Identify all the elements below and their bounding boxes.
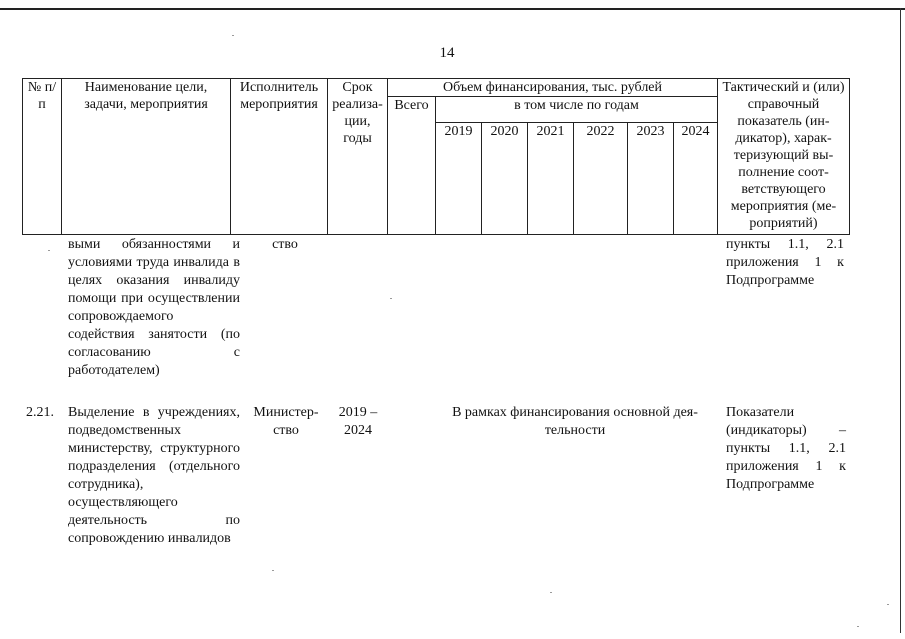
- row-2-21-num: 2.21.: [26, 405, 54, 420]
- row-2-21-indicator: Показатели (индикаторы) – пункты 1.1, 2.1 приложения 1 к Подпрограмме: [726, 405, 846, 492]
- page-number: 14: [439, 45, 455, 61]
- continued-row-executor: ство: [272, 237, 298, 252]
- table-header: [22, 78, 850, 235]
- continued-row-indicator: пункты 1.1, 2.1 приложения 1 к Подпрограмме: [726, 237, 844, 288]
- header-year: 2019: [436, 123, 482, 235]
- scan-speck: [272, 570, 274, 571]
- scan-speck: [390, 298, 392, 299]
- header-by-years: в том числе по годам: [436, 97, 718, 123]
- page-right-border: [900, 8, 901, 633]
- header-executor: Исполнитель мероприятия: [231, 79, 328, 235]
- header-num: № п/п: [23, 79, 62, 235]
- scan-speck: [550, 592, 552, 593]
- continued-row-name: выми обязанностями и условиями труда инвалида в целях оказания инвалиду помощи при осуществлении сопровождаемого содействия занятости (по согласованию с работодателем): [68, 237, 240, 378]
- header-funding: Объем финансирования, тыс. рублей: [388, 79, 718, 97]
- header-year: 2024: [674, 123, 718, 235]
- header-total: Всего: [388, 97, 436, 235]
- scan-speck: [232, 35, 234, 36]
- header-name: Наименование цели, задачи, мероприятия: [62, 79, 231, 235]
- header-year: 2023: [628, 123, 674, 235]
- scan-speck: [887, 604, 889, 605]
- header-indicator: Тактический и (или) справочный показатель (ин-дикатор), харак-теризующий вы-полнение соот-ветствующего мероприятия (ме-роприятий): [718, 79, 850, 235]
- header-term: Срок реализа-ции, годы: [328, 79, 388, 235]
- header-year: 2020: [482, 123, 528, 235]
- scan-speck: [48, 250, 50, 251]
- scan-speck: [857, 626, 859, 627]
- row-2-21-executor: Министер-ство: [253, 405, 319, 438]
- row-2-21-term: 2019 – 2024: [338, 405, 378, 438]
- row-2-21-name: Выделение в учреждениях, подведомственных министерству, структурного подразделения (отдельного сотрудника), осуществляющего деятельность по сопровождению инвалидов: [68, 405, 240, 546]
- row-2-21-funding: В рамках финансирования основной дея-тельности: [452, 405, 698, 438]
- header-year: 2022: [574, 123, 628, 235]
- header-year: 2021: [528, 123, 574, 235]
- page-top-border: [0, 8, 905, 10]
